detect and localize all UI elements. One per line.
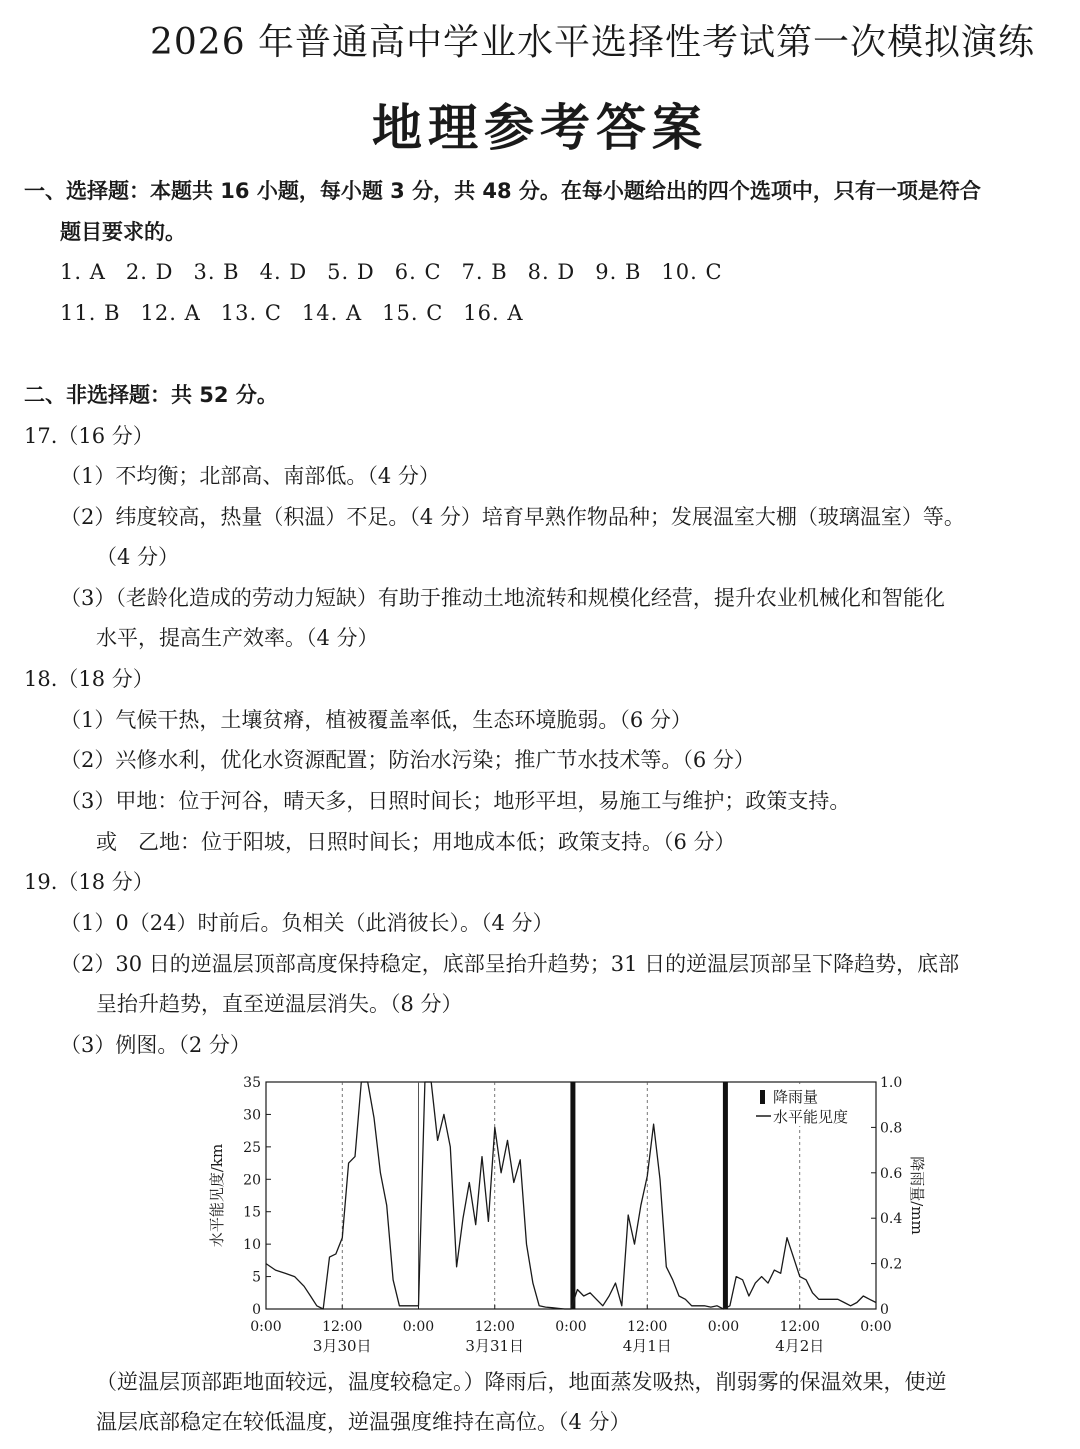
x-tick-label: 12:00	[474, 1319, 515, 1335]
answer-11: 11. B	[60, 301, 121, 325]
answer-14: 14. A	[301, 301, 363, 325]
q19-answer-1: （1）0（24）时前后。负相关（此消彼长）。（4 分）	[60, 911, 554, 935]
y-left-tick-label: 5	[252, 1269, 261, 1286]
q18-answer-2: （2）兴修水利，优化水资源配置；防治水污染；推广节水技术等。（6 分）	[60, 748, 755, 772]
answer-8: 8. D	[527, 260, 576, 284]
subject-title: 地理参考答案	[372, 99, 708, 157]
legend-visibility-label: 水平能见度	[773, 1108, 849, 1126]
x-tick-label: 0:00	[402, 1319, 435, 1335]
q19-answer-2: （2）30 日的逆温层顶部高度保持稳定，底部呈抬升趋势；31 日的逆温层顶部呈下降趋势，底部	[60, 952, 960, 976]
q17-answer-1: （1）不均衡；北部高、南部低。（4 分）	[60, 464, 440, 488]
answer-12: 12. A	[140, 301, 201, 325]
x-tick-label: 0:00	[860, 1319, 892, 1335]
y-right-tick-label: 0.6	[880, 1165, 903, 1182]
q19-answer-4-cont: 温层底部稳定在较低温度，逆温强度维持在高位。（4 分）	[96, 1410, 631, 1434]
answer-15: 15. C	[382, 301, 444, 325]
y-left-tick-label: 10	[243, 1237, 261, 1254]
section1-heading-cont: 题目要求的。	[60, 220, 186, 244]
answer-1: 1. A	[60, 260, 106, 284]
answer-13: 13. C	[220, 301, 282, 325]
q17-answer-2: （2）纬度较高，热量（积温）不足。（4 分）培育早熟作物品种；发展温室大棚（玻璃温室）等。	[60, 505, 965, 529]
q18-title: 18.（18 分）	[24, 667, 154, 691]
answer-4: 4. D	[259, 260, 308, 284]
y-left-axis-title: 水平能见度/km	[208, 1143, 226, 1248]
answers-row-1	[60, 258, 743, 286]
rainfall-bar	[723, 1082, 728, 1309]
date-label: 3月30日	[312, 1337, 372, 1355]
y-right-tick-label: 0.8	[880, 1120, 903, 1137]
section1-heading: 一、选择题：本题共 16 小题，每小题 3 分，共 48 分。在每小题给出的四个选项中，只有一项是符合	[24, 179, 981, 203]
x-tick-label: 12:00	[779, 1319, 820, 1335]
answer-3: 3. B	[193, 260, 240, 284]
answer-2: 2. D	[125, 260, 174, 284]
y-left-tick-label: 25	[243, 1139, 261, 1156]
y-left-tick-label: 0	[252, 1302, 261, 1318]
y-left-tick-label: 20	[243, 1172, 261, 1189]
q18-answer-1: （1）气候干热，土壤贫瘠，植被覆盖率低，生态环境脆弱。（6 分）	[60, 708, 692, 732]
q19-answer-4: （逆温层顶部距地面较远，温度较稳定。）降雨后，地面蒸发吸热，削弱雾的保温效果，使逆	[96, 1370, 947, 1394]
section2-heading: 二、非选择题：共 52 分。	[24, 383, 278, 407]
x-tick-label: 12:00	[322, 1319, 363, 1335]
legend-rain-swatch	[760, 1090, 765, 1104]
y-left-tick-label: 15	[243, 1204, 261, 1221]
date-label: 4月2日	[775, 1337, 825, 1355]
q19-title: 19.（18 分）	[24, 870, 154, 894]
exam-title: 2026 年普通高中学业水平选择性考试第一次模拟演练	[150, 22, 1036, 63]
legend-rain-label: 降雨量	[773, 1088, 819, 1106]
q17-answer-3: （3）（老龄化造成的劳动力短缺）有助于推动土地流转和规模化经营，提升农业机械化和智能化	[60, 586, 945, 610]
y-right-tick-label: 0.2	[880, 1256, 903, 1273]
y-right-tick-label: 0.4	[880, 1211, 903, 1228]
q18-answer-3: （3）甲地：位于河谷，晴天多，日照时间长；地形平坦，易施工与维护；政策支持。	[60, 789, 851, 813]
y-left-tick-label: 35	[243, 1075, 261, 1091]
q19-answer-3: （3）例图。（2 分）	[60, 1033, 251, 1057]
answer-7: 7. B	[461, 260, 508, 284]
y-right-axis-title: 降雨量/mm	[908, 1156, 926, 1235]
answer-6: 6. C	[394, 260, 442, 284]
x-tick-label: 12:00	[627, 1319, 668, 1335]
answer-5: 5. D	[327, 260, 375, 284]
q19-answer-2-cont: 呈抬升趋势，直至逆温层消失。（8 分）	[96, 992, 463, 1016]
q17-answer-3-cont: 水平，提高生产效率。（4 分）	[96, 626, 379, 650]
y-left-tick-label: 30	[243, 1107, 261, 1124]
answers-row-2	[60, 299, 544, 327]
answer-10: 10. C	[661, 260, 723, 284]
answer-9: 9. B	[595, 260, 642, 284]
x-tick-label: 0:00	[250, 1319, 282, 1335]
visibility-rainfall-chart	[200, 1068, 926, 1358]
q17-title: 17.（16 分）	[24, 424, 154, 448]
q18-answer-3-cont: 或 乙地：位于阳坡，日照时间长；用地成本低；政策支持。（6 分）	[96, 830, 736, 854]
date-label: 3月31日	[465, 1337, 525, 1355]
y-right-tick-label: 0	[880, 1302, 889, 1318]
rainfall-bar	[570, 1082, 575, 1309]
x-tick-label: 0:00	[707, 1319, 740, 1335]
x-tick-label: 0:00	[555, 1319, 587, 1335]
date-label: 4月1日	[622, 1337, 672, 1355]
q17-answer-2-cont: （4 分）	[96, 545, 180, 569]
y-right-tick-label: 1.0	[880, 1075, 903, 1091]
answer-16: 16. A	[463, 301, 524, 325]
